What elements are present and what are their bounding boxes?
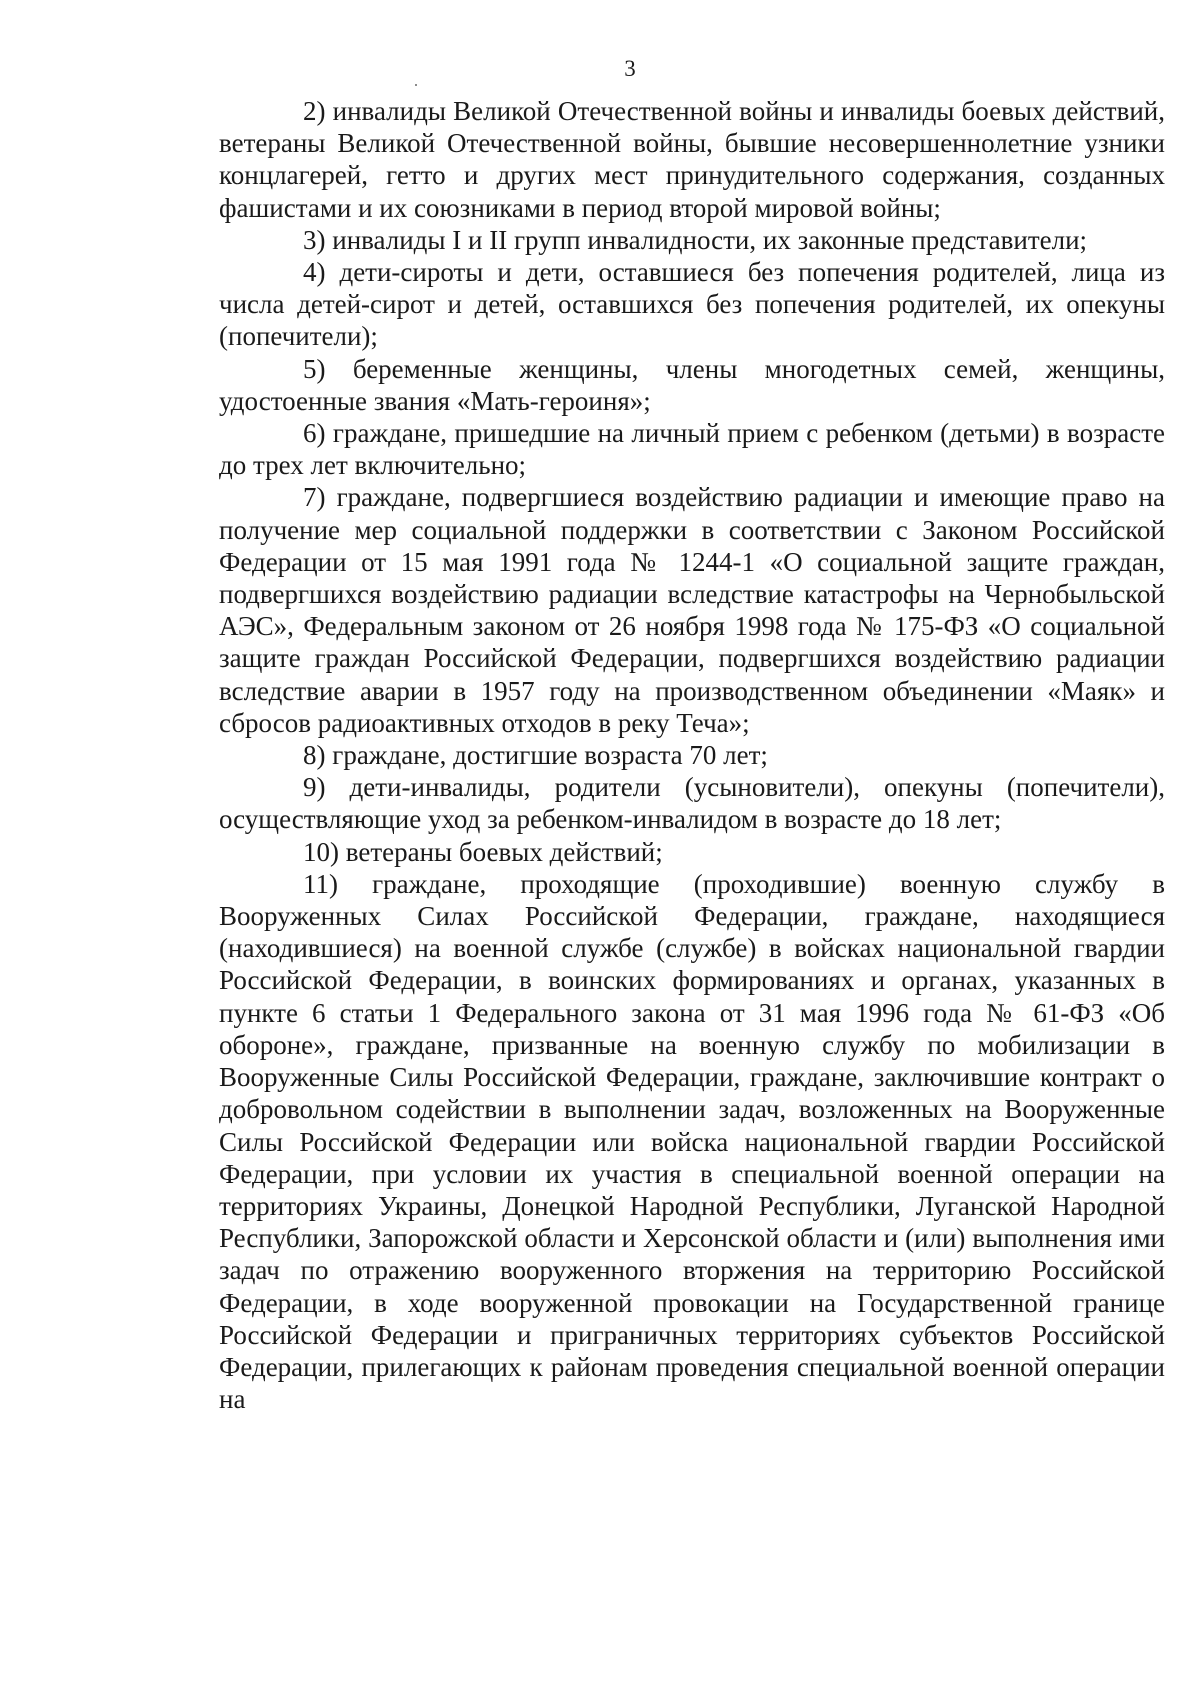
scan-speck: [415, 84, 417, 86]
document-body: [219, 95, 1165, 1415]
list-item-4: 4) дети-сироты и дети, оставшиеся без попечения родителей, лица из числа детей-сирот и детей, оставшихся без попечения родителей, их опекуны (попечители);: [219, 257, 1165, 352]
list-item-8: 8) граждане, достигшие возраста 70 лет;: [303, 740, 768, 771]
list-item-11: 11) граждане, проходящие (проходившие) военную службу в Вооруженных Силах Российской Федерации, граждане, находящиеся (находившиеся) на военной службе (службе) в войсках национальной гвардии Российской Федерации, в воинских формированиях и органах, указанных в пункте 6 статьи 1 Федерального закона от 31 мая 1996 года № 61-ФЗ «Об обороне», граждане, призванные на военную службу по мобилизации в Вооруженные Силы Российской Федерации, граждане, заключившие контракт о добровольном содействии в выполнении задач, возложенных на Вооруженные Силы Российской Федерации или войска национальной гвардии Российской Федерации, при условии их участия в специальной военной операции на территориях Украины, Донецкой Народной Республики, Луганской Народной Республики, Запорожской области и Херсонской области и (или) выполнения ими задач по отражению вооруженного вторжения на территорию Российской Федерации, в ходе вооруженной провокации на Государственной границе Российской Федерации и приграничных территориях субъектов Российской Федерации, прилегающих к районам проведения специальной военной операции на: [219, 868, 1165, 1415]
list-item-2: 2) инвалиды Великой Отечественной войны и инвалиды боевых действий, ветераны Великой Отечественной войны, бывшие несовершеннолетние узники концлагерей, гетто и других мест принудительного содержания, созданных фашистами и их союзниками в период второй мировой войны;: [219, 96, 1165, 223]
list-item-9: 9) дети-инвалиды, родители (усыновители), опекуны (попечители), осуществляющие уход за ребенком-инвалидом в возрасте до 18 лет;: [219, 772, 1165, 835]
list-item-3: 3) инвалиды I и II групп инвалидности, их законные представители;: [303, 224, 1088, 255]
page-number: 3: [624, 56, 636, 81]
list-item-5: 5) беременные женщины, члены многодетных семей, женщины, удостоенные звания «Мать-героиня»;: [219, 353, 1165, 416]
list-item-10: 10) ветераны боевых действий;: [303, 836, 663, 867]
list-item-6: 6) граждане, пришедшие на личный прием с ребенком (детьми) в возрасте до трех лет включительно;: [219, 418, 1165, 481]
list-item-7: 7) граждане, подвергшиеся воздействию радиации и имеющие право на получение мер социальной поддержки в соответствии с Законом Российской Федерации от 15 мая 1991 года № 1244-1 «О социальной защите граждан, подвергшихся воздействию радиации вследствие катастрофы на Чернобыльской АЭС», Федеральным законом от 26 ноября 1998 года № 175-ФЗ «О социальной защите граждан Российской Федерации, подвергшихся воздействию радиации вследствие аварии в 1957 году на производственном объединении «Маяк» и сбросов радиоактивных отходов в реку Теча»;: [219, 482, 1165, 738]
